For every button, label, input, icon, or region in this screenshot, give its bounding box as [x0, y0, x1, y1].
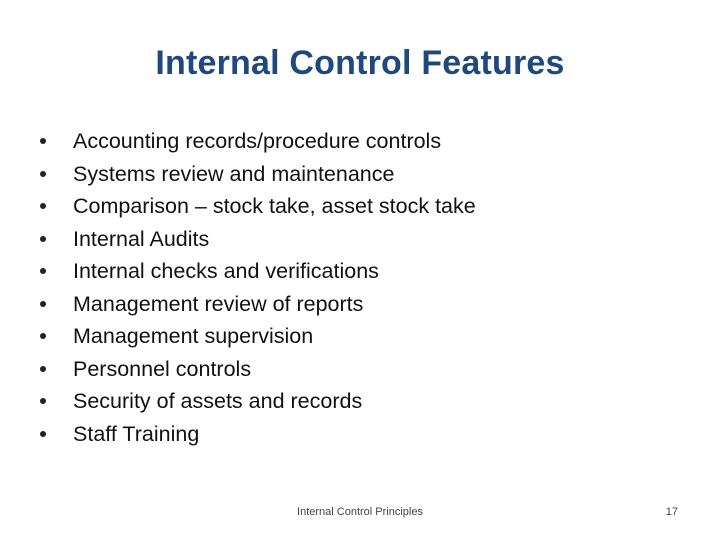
bullet-icon — [40, 333, 46, 339]
slide-title: Internal Control Features — [155, 44, 565, 82]
bullet-icon — [40, 236, 46, 242]
bullet-text: Comparison – stock take, asset stock take — [73, 194, 476, 218]
bullet-text: Management supervision — [73, 324, 314, 348]
bullet-text: Internal checks and verifications — [73, 259, 379, 283]
bullet-text: Systems review and maintenance — [73, 161, 395, 186]
page-number: 17 — [665, 506, 678, 518]
bullet-icon — [40, 171, 46, 177]
bullet-text: Security of assets and records — [73, 389, 363, 413]
bullet-text: Accounting records/procedure controls — [73, 129, 442, 153]
bullet-icon — [40, 203, 46, 209]
bullet-text: Staff Training — [73, 421, 200, 446]
bullet-icon — [40, 431, 46, 437]
bullet-icon — [40, 268, 46, 274]
bullet-text: Internal Audits — [73, 226, 210, 251]
bullet-icon — [40, 366, 46, 372]
bullet-text: Management review of reports — [73, 291, 364, 316]
bullet-text: Personnel controls — [73, 356, 252, 381]
bullet-icon — [40, 301, 46, 307]
bullet-icon — [40, 398, 46, 404]
slide-footer: Internal Control Principles — [297, 506, 423, 518]
bullet-icon — [40, 138, 46, 144]
